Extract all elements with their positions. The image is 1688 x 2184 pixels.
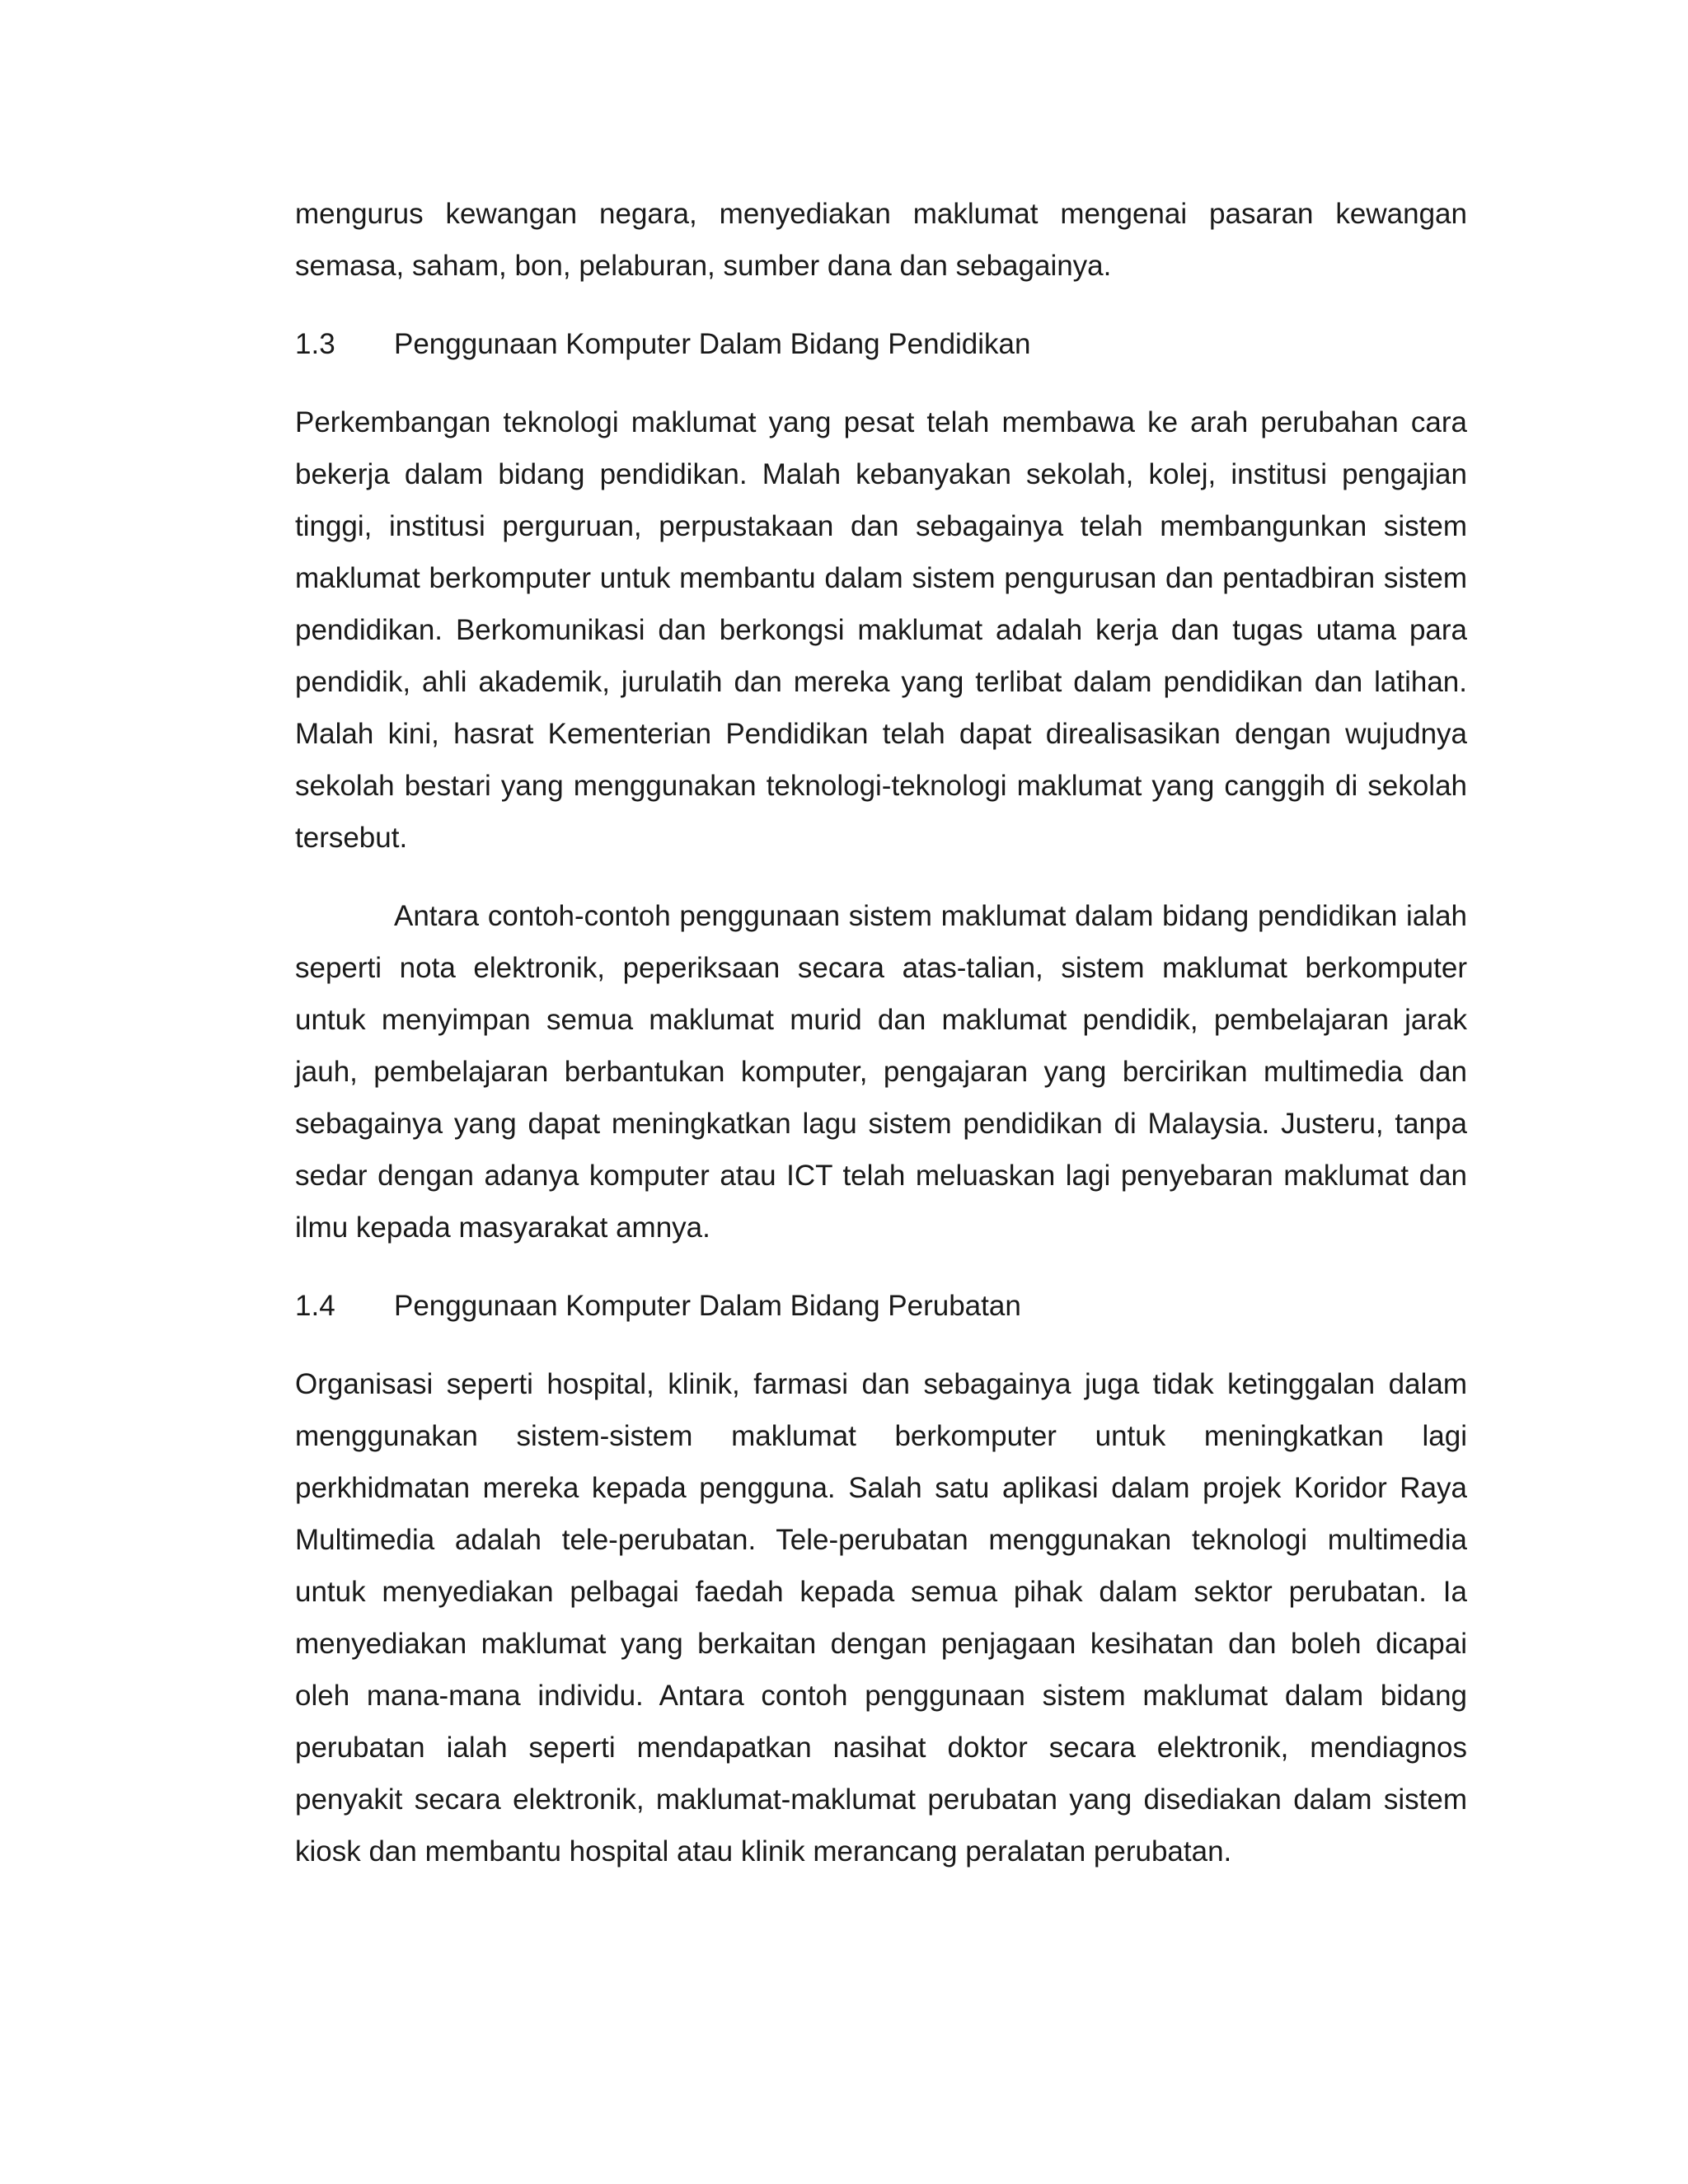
section-title: Penggunaan Komputer Dalam Bidang Perubatan (394, 1290, 1021, 1322)
paragraph-intro: mengurus kewangan negara, menyediakan maklumat mengenai pasaran kewangan semasa, saham, bon, pelaburan, sumber dana dan sebagainya. (295, 198, 1467, 282)
paragraph-pendidikan-1: Perkembangan teknologi maklumat yang pesat telah membawa ke arah perubahan cara bekerja dalam bidang pendidikan. Malah kebanyakan sekolah, kolej, institusi pengajian tinggi, institusi perguruan, perpustakaan dan sebagainya telah membangunkan sistem maklumat berkomputer untuk membantu dalam sistem pengurusan dan pentadbiran sistem pendidikan. Berkomunikasi dan berkongsi maklumat adalah kerja dan tugas utama para pendidik, ahli akademik, jurulatih dan mereka yang terlibat dalam pendidikan dan latihan. Malah kini, hasrat Kementerian Pendidikan telah dapat direalisasikan dengan wujudnya sekolah bestari yang menggunakan teknologi-teknologi maklumat yang canggih di sekolah tersebut. (295, 406, 1467, 854)
section-title: Penggunaan Komputer Dalam Bidang Pendidikan (394, 328, 1031, 360)
paragraph-perubatan: Organisasi seperti hospital, klinik, farmasi dan sebagainya juga tidak ketinggalan dalam menggunakan sistem-sistem maklumat berkomputer untuk meningkatkan lagi perkhidmatan mereka kepada pengguna. Salah satu aplikasi dalam projek Koridor Raya Multimedia adalah tele-perubatan. Tele-perubatan menggunakan teknologi multimedia untuk menyediakan pelbagai faedah kepada semua pihak dalam sektor perubatan. Ia menyediakan maklumat yang berkaitan dengan penjagaan kesihatan dan boleh dicapai oleh mana-mana individu. Antara contoh penggunaan sistem maklumat dalam bidang perubatan ialah seperti mendapatkan nasihat doktor secara elektronik, mendiagnos penyakit secara elektronik, maklumat-maklumat perubatan yang disediakan dalam sistem kiosk dan membantu hospital atau klinik merancang peralatan perubatan. (295, 1368, 1467, 1868)
section-heading-1-3 (295, 318, 1467, 370)
section-heading-1-4 (295, 1280, 1467, 1332)
document-page (295, 188, 1467, 1877)
section-number: 1.3 (295, 328, 335, 360)
paragraph-pendidikan-2: Antara contoh-contoh penggunaan sistem maklumat dalam bidang pendidikan ialah seperti nota elektronik, peperiksaan secara atas-talian, sistem maklumat berkomputer untuk menyimpan semua maklumat murid dan maklumat pendidik, pembelajaran jarak jauh, pembelajaran berbantukan komputer, pengajaran yang bercirikan multimedia dan sebagainya yang dapat meningkatkan lagu sistem pendidikan di Malaysia. Justeru, tanpa sedar dengan adanya komputer atau ICT telah meluaskan lagi penyebaran maklumat dan ilmu kepada masyarakat amnya. (295, 900, 1467, 1244)
section-number: 1.4 (295, 1290, 335, 1322)
